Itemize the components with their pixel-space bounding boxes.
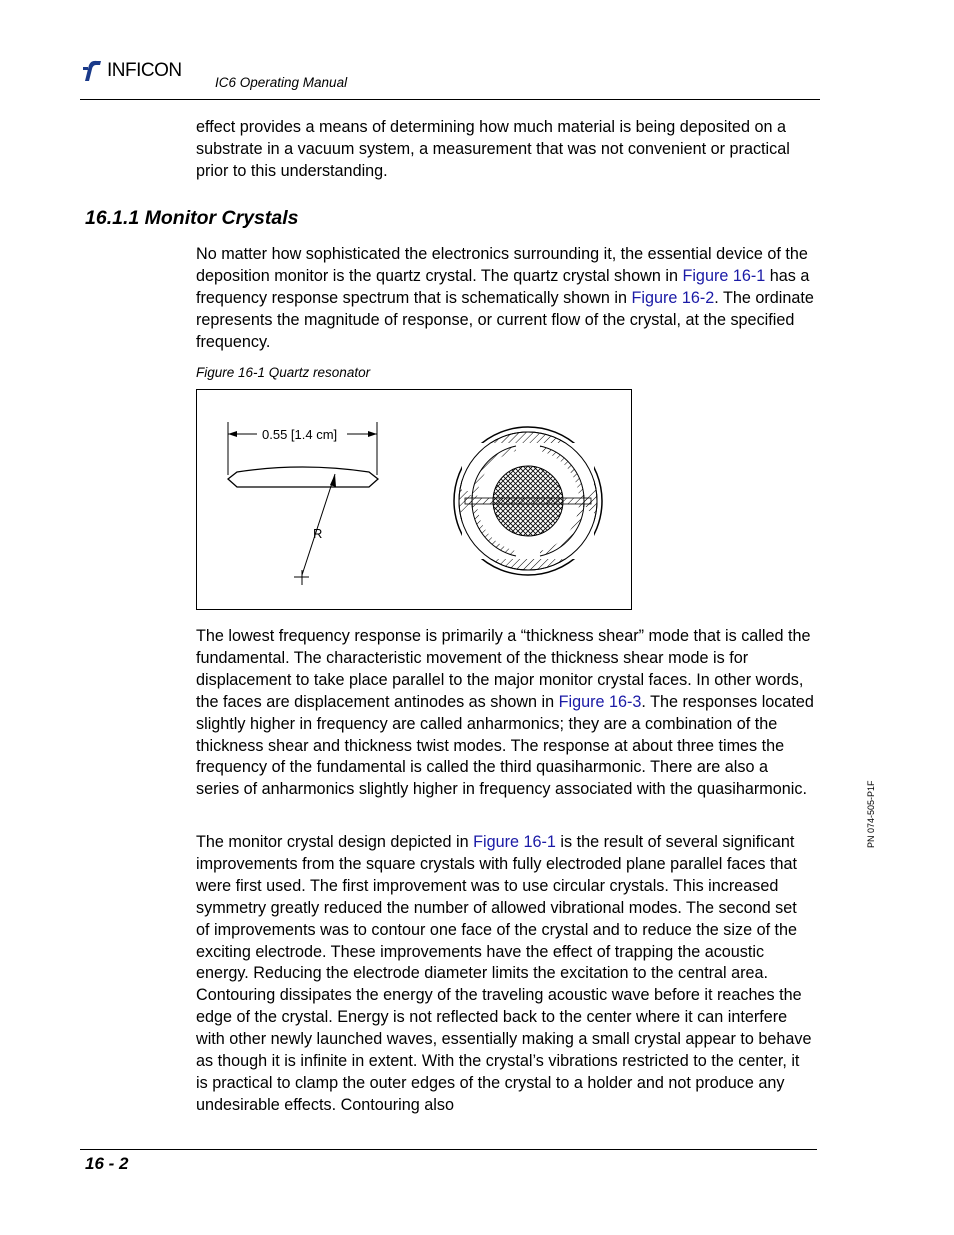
text-run: has a frequency response spectrum that is schematically shown in [196,266,810,307]
text-run: is the result of several significant improvements from the square crystals with fully electroded plane parallel faces that were first used. The first improvement was to use circular crystals. This increased symmetry greatly reduced the number of allowed vibrational modes. The second set of improvements was to contour one face of the crystal and to reduce the size of the exciting electrode. These improvements have the effect of trapping the acoustic energy. Reducing the electrode diameter limits the excitation to the central area. Contouring dissipates the energy of the traveling acoustic wave before it reaches the edge of the crystal. Energy is not reflected back to the center where it can interfere with other newly launched waves, essentially making a small crystal appear to behave as though it is infinite in extent. With the crystal’s vibrations restricted to the center, it is practical to clamp the outer edges of the crystal to a holder and not produce any undesirable effects. Contouring also [196,833,812,1114]
footer-rule [80,1149,817,1150]
text-run: No matter how sophisticated the electronics surrounding it, the essential device of the deposition monitor is the quartz crystal. The quartz crystal shown in [196,245,808,285]
part-number: PN 074-505-P1F [866,780,876,848]
quartz-resonator-figure [196,389,632,610]
figure-caption: Figure 16-1 Quartz resonator [196,365,371,380]
header-rule [80,99,820,100]
intro-paragraph: effect provides a means of determining how much material is being deposited on a substrate in a vacuum system, a measurement that was not convenient or practical prior to this understanding. [196,118,790,180]
paragraph-3 [196,832,814,1117]
text-run: . The responses located slightly higher in frequency are called anharmonics; they are a combination of the thickness shear and thickness twist modes. The response at about three times the frequency of the fundamental is called the third quasiharmonic. There are also a series of anharmonics slightly higher in frequency associated with the quasiharmonic. [196,692,814,799]
paragraph-2 [196,626,814,801]
text-run: The monitor crystal design depicted in [196,833,474,851]
figure-16-3-link[interactable]: Figure 16-3 [558,692,642,711]
figure-16-1-link[interactable]: Figure 16-1 [682,266,766,285]
quartz-resonator-diagram [197,390,630,608]
inficon-logo-icon [81,59,103,83]
figure-16-2-link[interactable]: Figure 16-2 [631,288,715,307]
dimension-label: 0.55 [1.4 cm] [262,427,338,442]
figure-16-1-link[interactable]: Figure 16-1 [473,833,556,851]
radius-label: R [313,526,323,541]
section-heading: 16.1.1 Monitor Crystals [85,207,299,229]
page-number: 16 - 2 [85,1154,129,1173]
text-run: . The ordinate represents the magnitude of response, or current flow of the crystal, at the specified frequency. [196,288,814,351]
logo-text: INFICON [107,60,182,81]
logo [81,58,182,84]
paragraph-1 [196,244,814,354]
crystal-face-view [454,427,602,575]
manual-title: IC6 Operating Manual [215,75,348,90]
text-run: The lowest frequency response is primarily a “thickness shear” mode that is called the fundamental. The characteristic movement of the thickness shear mode is for displacement to take place parallel to the major monitor crystal faces. In other words, the faces are displacement antinodes as shown in [196,627,811,711]
